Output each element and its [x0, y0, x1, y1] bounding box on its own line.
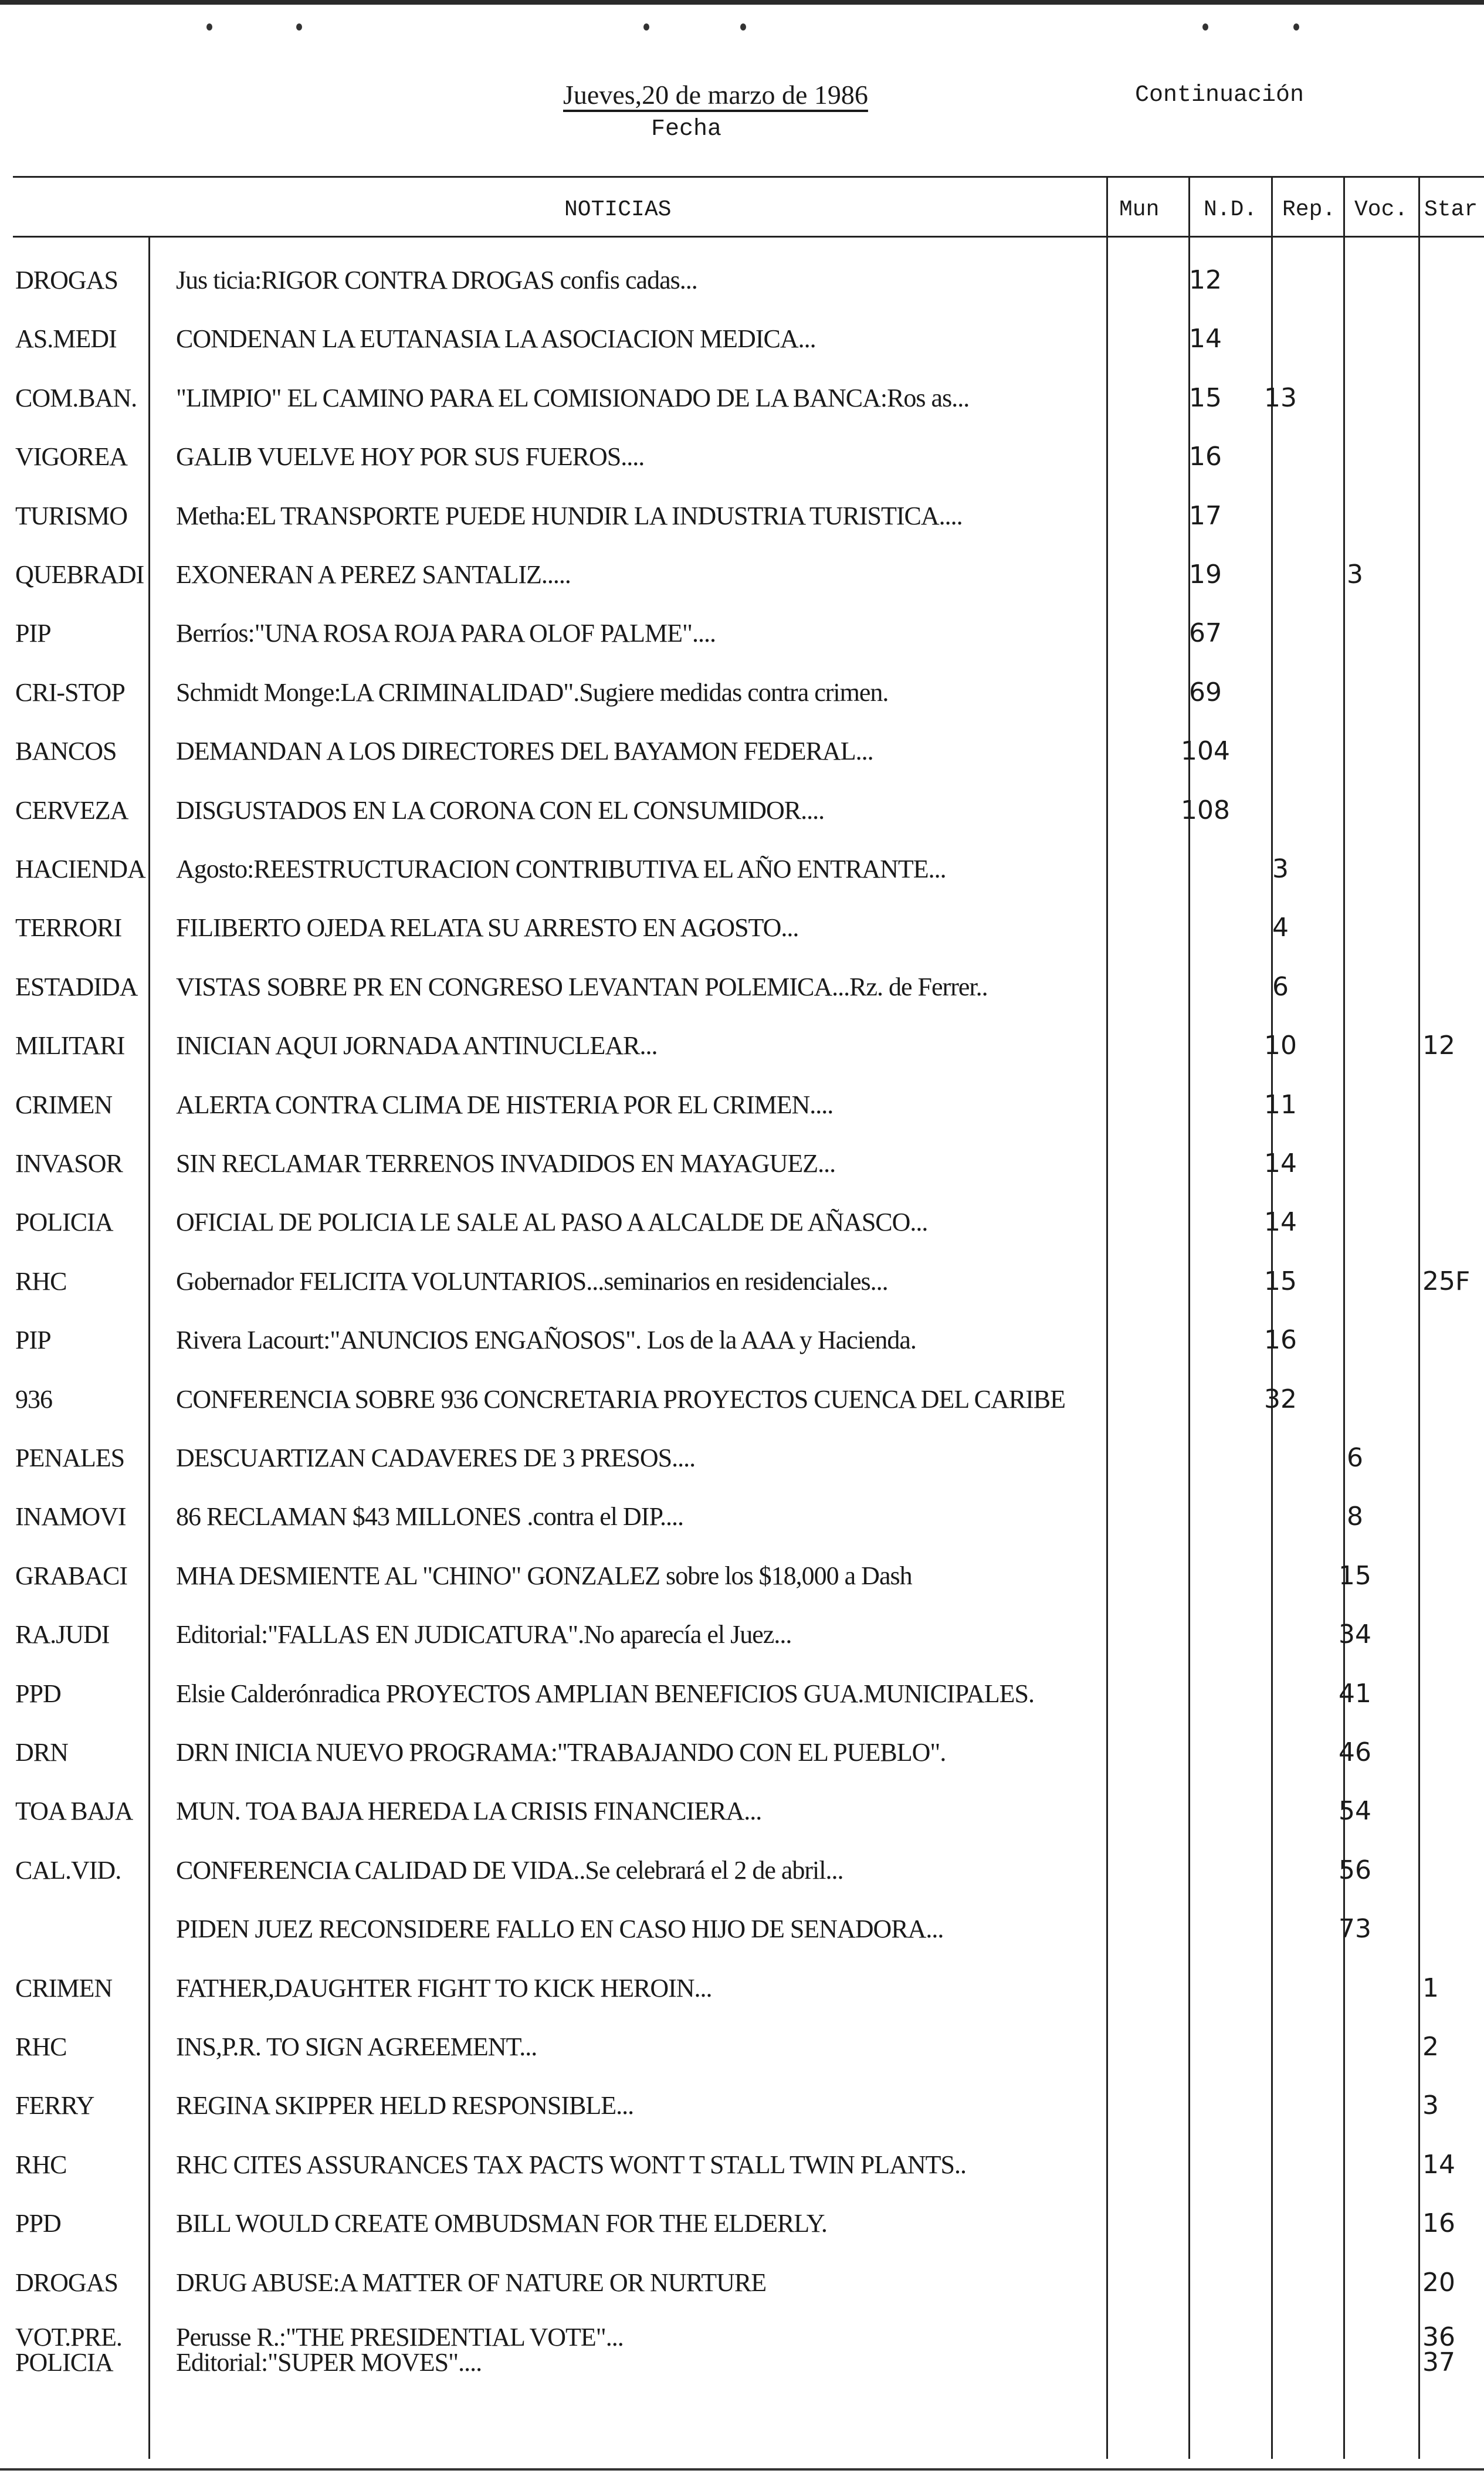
table-row	[0, 2136, 1484, 2194]
table-row	[0, 251, 1484, 310]
category-cell: DROGAS	[15, 266, 118, 294]
headline-cell: FATHER,DAUGHTER FIGHT TO KICK HEROIN...	[176, 1973, 712, 2003]
category-cell: CERVEZA	[15, 795, 128, 825]
headline-cell: CONFERENCIA CALIDAD DE VIDA..Se celebrará el 2 de abril...	[176, 1855, 843, 1885]
speck	[740, 23, 746, 31]
category-cell: CAL.VID.	[15, 1855, 121, 1885]
category-cell: TERRORI	[15, 913, 122, 943]
headline-cell: REGINA SKIPPER HELD RESPONSIBLE...	[176, 2091, 634, 2120]
rep-cell: 32	[1264, 1384, 1297, 1414]
table-row	[0, 1723, 1484, 1782]
table-row	[0, 1665, 1484, 1723]
category-cell: POLICIA	[15, 1208, 113, 1237]
headline-cell: Perusse R.:"THE PRESIDENTIAL VOTE"...	[176, 2323, 624, 2352]
table-row	[0, 958, 1484, 1017]
table-row	[0, 487, 1484, 545]
category-cell: RHC	[15, 2032, 67, 2061]
headline-cell: VISTAS SOBRE PR EN CONGRESO LEVANTAN POLEMICA...Rz. de Ferrer..	[176, 972, 988, 1001]
star-cell: 14	[1422, 2149, 1455, 2180]
table-row	[0, 369, 1484, 428]
report-date	[563, 79, 868, 110]
nd-cell: 69	[1189, 677, 1222, 707]
speck	[206, 23, 212, 31]
bottom-border	[0, 2468, 1484, 2471]
table-row	[0, 1076, 1484, 1134]
category-cell: QUEBRADI	[15, 560, 144, 589]
voc-cell: 56	[1339, 1855, 1371, 1885]
headline-cell: PIDEN JUEZ RECONSIDERE FALLO EN CASO HIJO DE SENADORA...	[176, 1915, 944, 1944]
table-row	[0, 1429, 1484, 1488]
col-header-noticias: NOTICIAS	[564, 197, 672, 222]
rep-cell: 3	[1272, 854, 1289, 884]
category-cell: TURISMO	[15, 501, 128, 530]
star-cell: 12	[1422, 1031, 1455, 1061]
rep-cell: 10	[1264, 1031, 1297, 1061]
table-row	[0, 1900, 1484, 1959]
headline-cell: DRUG ABUSE:A MATTER OF NATURE OR NURTURE	[176, 2268, 767, 2297]
col-header-rep: Rep.	[1282, 197, 1336, 222]
star-cell: 25F	[1422, 1266, 1471, 1296]
category-cell: RHC	[15, 2150, 67, 2179]
headline-cell: DESCUARTIZAN CADAVERES DE 3 PRESOS....	[176, 1444, 696, 1472]
category-cell: MILITARI	[15, 1031, 125, 1060]
headline-cell: FILIBERTO OJEDA RELATA SU ARRESTO EN AGOSTO...	[176, 913, 799, 943]
fecha-label: Fecha	[651, 116, 722, 143]
table-row	[0, 722, 1484, 781]
top-border	[0, 0, 1484, 5]
table-row	[0, 1252, 1484, 1311]
headline-cell: CONDENAN LA EUTANASIA LA ASOCIACION MEDICA...	[176, 324, 816, 354]
rep-cell: 15	[1264, 1266, 1297, 1296]
headline-cell: DEMANDAN A LOS DIRECTORES DEL BAYAMON FEDERAL...	[176, 737, 873, 766]
table-row	[0, 840, 1484, 899]
star-cell: 36	[1422, 2322, 1455, 2352]
headline-cell: BILL WOULD CREATE OMBUDSMAN FOR THE ELDERLY.	[176, 2209, 827, 2238]
nd-cell: 16	[1189, 442, 1222, 472]
headline-cell: CONFERENCIA SOBRE 936 CONCRETARIA PROYECTOS CUENCA DEL CARIBE	[176, 1384, 1065, 1414]
table-row	[0, 663, 1484, 722]
table-row	[0, 1017, 1484, 1075]
headline-cell: MHA DESMIENTE AL "CHINO" GONZALEZ sobre los $18,000 a Dash	[176, 1561, 912, 1590]
category-cell: INAMOVI	[15, 1502, 126, 1531]
col-header-voc: Voc.	[1354, 197, 1408, 222]
headline-cell: INICIAN AQUI JORNADA ANTINUCLEAR...	[176, 1031, 658, 1060]
table-row	[0, 1841, 1484, 1900]
category-cell: BANCOS	[15, 737, 117, 766]
col-header-nd: N.D.	[1204, 197, 1258, 222]
star-cell: 2	[1422, 2032, 1439, 2062]
table-row	[0, 2333, 1484, 2392]
table-row	[0, 2076, 1484, 2135]
category-cell: DRN	[15, 1738, 68, 1767]
category-cell: TOA BAJA	[15, 1797, 133, 1826]
voc-cell: 73	[1339, 1914, 1371, 1944]
category-cell: POLICIA	[15, 2348, 113, 2377]
table-row	[0, 1547, 1484, 1605]
headline-cell: Rivera Lacourt:"ANUNCIOS ENGAÑOSOS". Los de la AAA y Hacienda.	[176, 1326, 916, 1355]
table-top-rule	[13, 176, 1484, 178]
nd-cell: 12	[1189, 265, 1222, 295]
category-cell: INVASOR	[15, 1149, 123, 1178]
headline-cell: 86 RECLAMAN $43 MILLONES .contra el DIP....	[176, 1502, 684, 1531]
table-row	[0, 2018, 1484, 2076]
category-cell: HACIENDA	[15, 855, 145, 883]
headline-cell: ALERTA CONTRA CLIMA DE HISTERIA POR EL CRIMEN....	[176, 1090, 834, 1119]
category-cell: 936	[15, 1384, 52, 1414]
category-cell: RHC	[15, 1266, 67, 1296]
voc-cell: 8	[1347, 1502, 1363, 1532]
voc-cell: 3	[1347, 560, 1363, 589]
table-row	[0, 1959, 1484, 2018]
category-cell: AS.MEDI	[15, 324, 117, 354]
headline-cell: MUN. TOA BAJA HEREDA LA CRISIS FINANCIERA...	[176, 1797, 762, 1826]
star-cell: 20	[1422, 2267, 1455, 2298]
headline-cell: DRN INICIA NUEVO PROGRAMA:"TRABAJANDO CON EL PUEBLO".	[176, 1738, 946, 1767]
category-cell: PPD	[15, 2209, 61, 2238]
table-row	[0, 2254, 1484, 2312]
star-cell: 16	[1422, 2208, 1455, 2239]
category-cell: ESTADIDA	[15, 972, 138, 1001]
headline-cell: EXONERAN A PEREZ SANTALIZ.....	[176, 560, 571, 589]
category-cell: CRIMEN	[15, 1090, 113, 1119]
category-cell: CRI-STOP	[15, 677, 125, 707]
category-cell: FERRY	[15, 2091, 94, 2120]
headline-cell: DISGUSTADOS EN LA CORONA CON EL CONSUMIDOR....	[176, 795, 825, 825]
category-cell: COM.BAN.	[15, 383, 137, 412]
headline-cell: Metha:EL TRANSPORTE PUEDE HUNDIR LA INDUSTRIA TURISTICA....	[176, 501, 963, 530]
table-row	[0, 2194, 1484, 2253]
star-cell: 3	[1422, 2090, 1439, 2121]
rep-cell: 6	[1272, 971, 1289, 1002]
rep-cell: 13	[1264, 382, 1297, 413]
headline-cell: Berríos:"UNA ROSA ROJA PARA OLOF PALME"....	[176, 619, 716, 648]
table-row	[0, 604, 1484, 663]
table-row	[0, 428, 1484, 486]
category-cell: VOT.PRE.	[15, 2323, 122, 2352]
table-row	[0, 1311, 1484, 1370]
rep-cell: 14	[1264, 1148, 1297, 1178]
voc-cell: 6	[1347, 1443, 1363, 1473]
star-cell: 1	[1422, 1973, 1439, 2003]
voc-cell: 15	[1339, 1560, 1371, 1591]
headline-cell: Schmidt Monge:LA CRIMINALIDAD".Sugiere medidas contra crimen.	[176, 677, 889, 707]
col-header-star: Star	[1424, 197, 1478, 222]
table-row	[0, 310, 1484, 368]
speck	[643, 23, 649, 31]
headline-cell: Jus ticia:RIGOR CONTRA DROGAS confis cadas...	[176, 266, 697, 294]
table-row	[0, 899, 1484, 957]
rep-cell: 4	[1272, 913, 1289, 943]
nd-cell: 19	[1189, 560, 1222, 589]
headline-cell: SIN RECLAMAR TERRENOS INVADIDOS EN MAYAGUEZ...	[176, 1149, 836, 1178]
category-cell: PENALES	[15, 1444, 125, 1472]
table-row	[0, 1488, 1484, 1546]
col-header-mun: Mun	[1119, 197, 1160, 222]
headline-cell: OFICIAL DE POLICIA LE SALE AL PASO A ALCALDE DE AÑASCO...	[176, 1208, 928, 1237]
headline-cell: Agosto:REESTRUCTURACION CONTRIBUTIVA EL AÑO ENTRANTE...	[176, 855, 946, 883]
headline-cell: Gobernador FELICITA VOLUNTARIOS...seminarios en residenciales...	[176, 1266, 888, 1296]
headline-cell: Editorial:"SUPER MOVES"....	[176, 2348, 482, 2377]
header-bottom-rule	[13, 236, 1484, 238]
category-cell: PIP	[15, 619, 51, 648]
scan-specks	[0, 23, 1484, 41]
rep-cell: 16	[1264, 1325, 1297, 1356]
headline-cell: RHC CITES ASSURANCES TAX PACTS WONT T STALL TWIN PLANTS..	[176, 2150, 967, 2179]
nd-cell: 108	[1181, 795, 1230, 825]
headline-cell: Elsie Calderónradica PROYECTOS AMPLIAN BENEFICIOS GUA.MUNICIPALES.	[176, 1679, 1034, 1708]
star-cell: 37	[1422, 2347, 1455, 2377]
voc-cell: 46	[1339, 1737, 1371, 1767]
category-cell: CRIMEN	[15, 1973, 113, 2003]
table-row	[0, 781, 1484, 840]
table-row	[0, 1605, 1484, 1664]
category-cell: PPD	[15, 1679, 61, 1708]
category-cell: RA.JUDI	[15, 1620, 110, 1649]
nd-cell: 104	[1181, 736, 1230, 767]
category-cell: DROGAS	[15, 2268, 118, 2297]
speck	[1293, 23, 1299, 31]
table-row	[0, 1370, 1484, 1429]
date-text: Jueves,20 de marzo de 1986	[563, 80, 868, 110]
headline-cell: Editorial:"FALLAS EN JUDICATURA".No aparecía el Juez...	[176, 1620, 792, 1649]
nd-cell: 15	[1189, 382, 1222, 413]
nd-cell: 17	[1189, 500, 1222, 531]
rep-cell: 11	[1264, 1089, 1297, 1120]
table-row	[0, 1782, 1484, 1841]
speck	[1202, 23, 1208, 31]
table-row	[0, 1193, 1484, 1252]
voc-cell: 34	[1339, 1619, 1371, 1650]
rep-cell: 14	[1264, 1207, 1297, 1238]
category-cell: VIGOREA	[15, 442, 127, 472]
headline-cell: "LIMPIO" EL CAMINO PARA EL COMISIONADO DE LA BANCA:Ros as...	[176, 383, 970, 412]
continuation-label: Continuación	[1135, 82, 1305, 109]
speck	[296, 23, 302, 31]
voc-cell: 41	[1339, 1678, 1371, 1709]
voc-cell: 54	[1339, 1796, 1371, 1827]
category-cell: PIP	[15, 1326, 51, 1355]
category-cell: GRABACI	[15, 1561, 128, 1590]
nd-cell: 14	[1189, 324, 1222, 354]
nd-cell: 67	[1189, 618, 1222, 649]
table-row	[0, 1134, 1484, 1193]
headline-cell: INS,P.R. TO SIGN AGREEMENT...	[176, 2032, 537, 2061]
table-row	[0, 545, 1484, 604]
headline-cell: GALIB VUELVE HOY POR SUS FUEROS....	[176, 442, 645, 472]
